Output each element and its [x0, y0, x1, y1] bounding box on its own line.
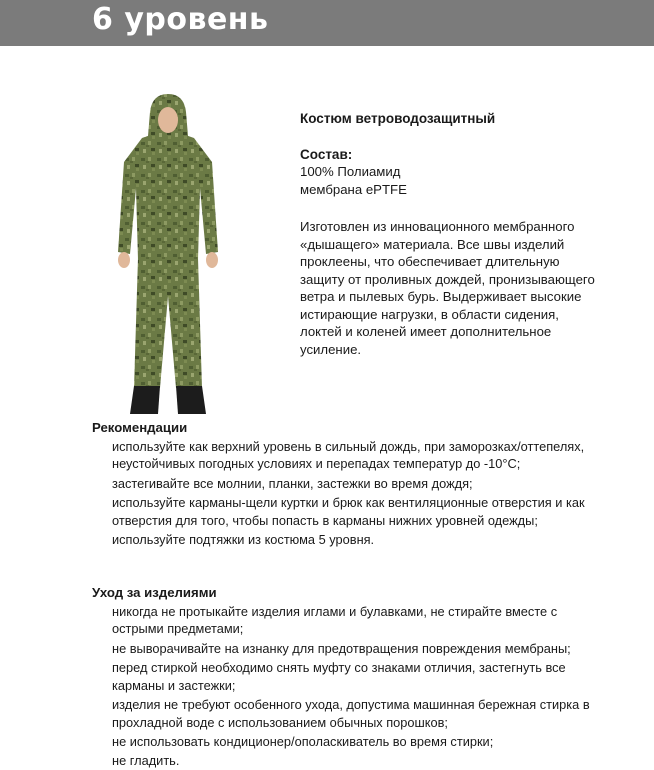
composition-line: 100% Полиамид — [300, 164, 401, 179]
composition-title: Состав: — [300, 146, 353, 162]
recommendations-title: Рекомендации — [92, 420, 188, 435]
list-item: застегивайте все молнии, планки, застежки во время дождя; — [112, 475, 473, 491]
product-image — [108, 92, 228, 418]
list-item: не выворачивайте на изнанку для предотвращения повреждения мембраны; — [112, 640, 571, 656]
description-paragraph: Изготовлен из инновационного мембранного «дышащего» материала. Все швы изделий проклеены, что обеспечивает длительную защиту от проливных дождей, пронизывающего ветра и пылевых бурь. Выдерживает высокие истирающие нагрузки, в области сидения, локтей и коленей имеет дополнительное усиление. — [300, 219, 595, 357]
recommendations-list — [92, 438, 592, 549]
header-bar — [0, 0, 654, 46]
product-title: Костюм ветроводозащитный — [300, 111, 496, 126]
list-item: не использовать кондиционер/ополаскиватель во время стирки; — [112, 734, 494, 750]
list-item: никогда не протыкайте изделия иглами и булавками, не стирайте вместе с острыми предметами; — [112, 603, 558, 637]
list-item: используйте подтяжки из костюма 5 уровня. — [112, 531, 375, 547]
care-list — [92, 603, 592, 770]
product-description — [300, 110, 600, 358]
list-item: не гладить. — [112, 753, 180, 769]
list-item: используйте карманы-щели куртки и брюк как вентиляционные отверстия и как отверстия для того, чтобы попасть в карманы нижних уровней одежды; — [112, 494, 585, 528]
recommendations-section — [92, 419, 592, 549]
list-item: изделия не требуют особенного ухода, допустима машинная бережная стирка в прохладной воде с использованием обычных порошков; — [112, 696, 590, 730]
care-section — [92, 584, 592, 770]
page-title: 6 уровень — [92, 2, 269, 37]
list-item: перед стиркой необходимо снять муфту со знаками отличия, застегнуть все карманы и застежки; — [112, 659, 566, 693]
care-title: Уход за изделиями — [92, 585, 217, 600]
composition-line: мембрана ePTFE — [300, 181, 407, 197]
list-item: используйте как верхний уровень в сильный дождь, при заморозках/оттепелях, неустойчивых погодных условиях и перепадах температур до -10°С; — [112, 438, 585, 472]
